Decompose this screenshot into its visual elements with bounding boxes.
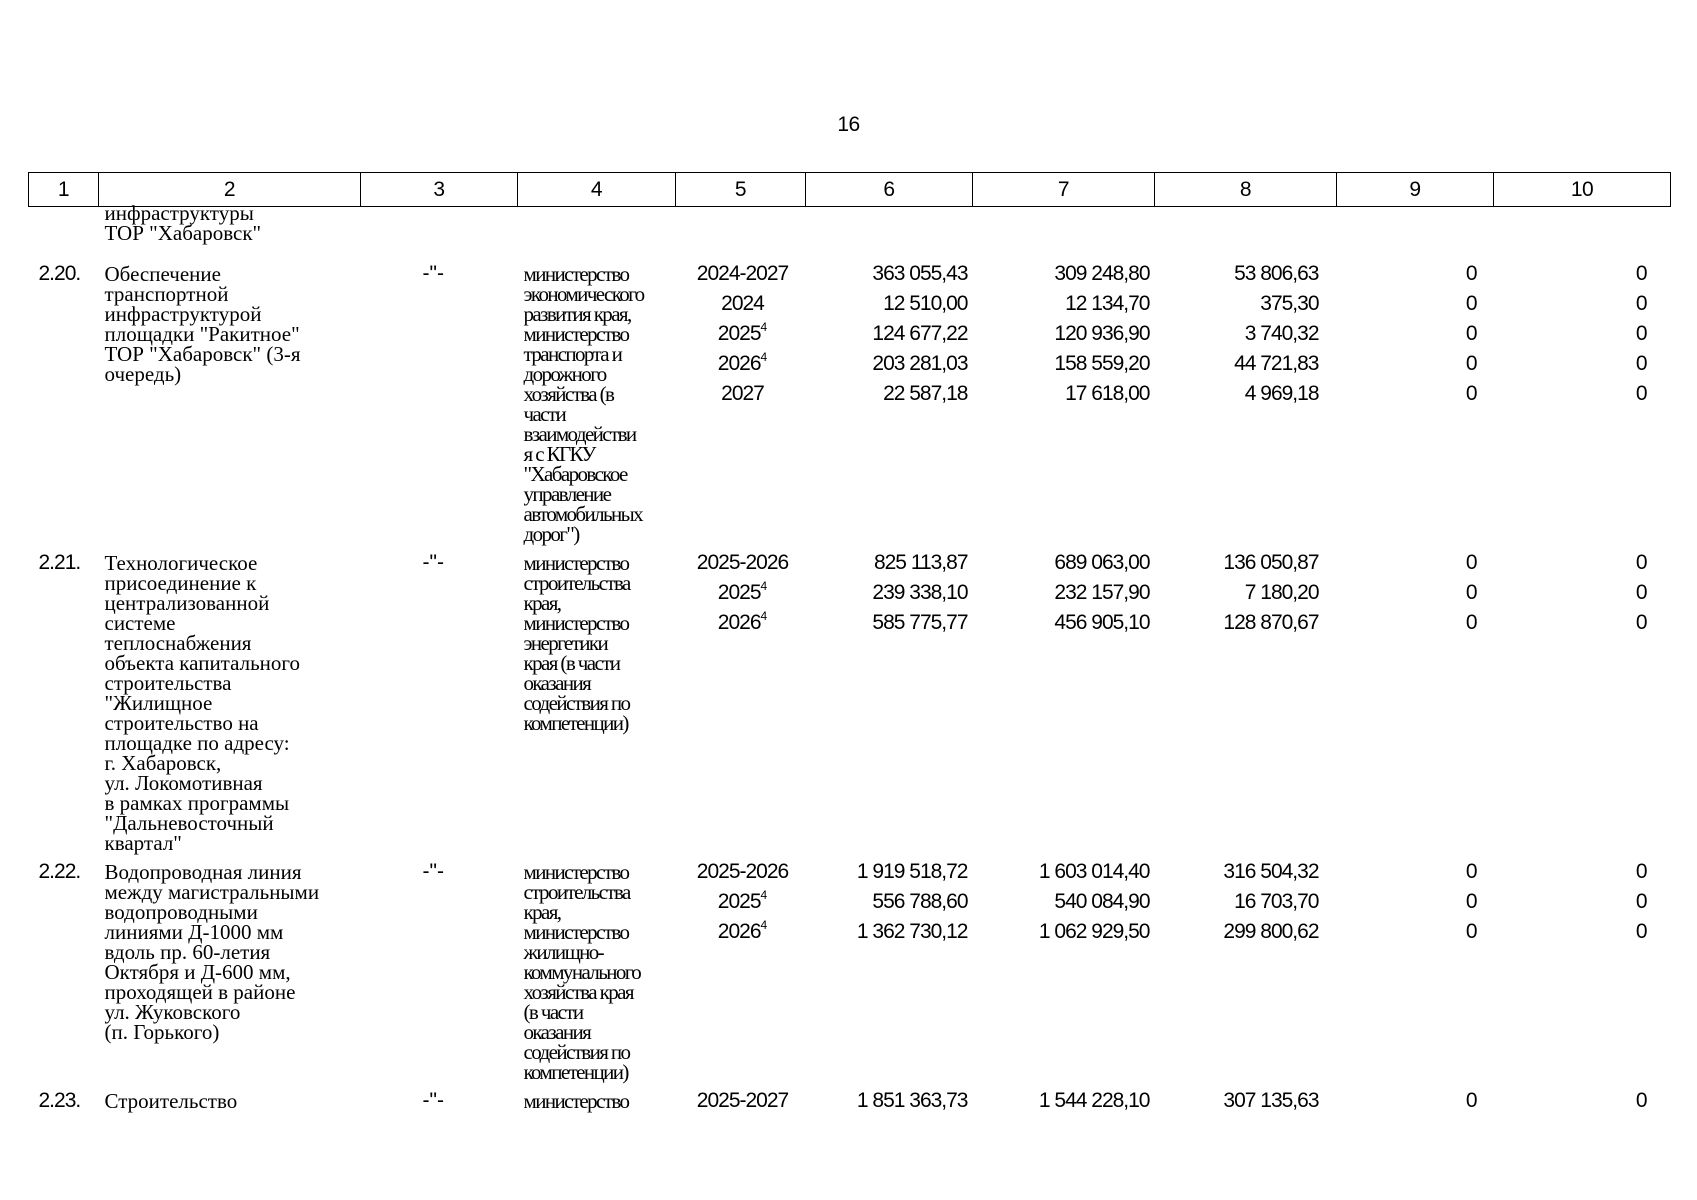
name-line: г. Хабаровск, bbox=[104, 751, 222, 775]
executor-line: коммунального bbox=[523, 960, 641, 984]
regional-amount: 4 969,18 bbox=[1244, 382, 1319, 405]
cell-col-5 bbox=[676, 207, 806, 260]
name-line: ТОР "Хабаровск" (3-я bbox=[104, 342, 301, 366]
municipal-amount-list bbox=[1337, 259, 1494, 409]
page-number: 16 bbox=[837, 113, 860, 136]
name-line: Октября и Д-600 мм, bbox=[104, 960, 291, 984]
other-amount: 0 bbox=[1635, 581, 1647, 604]
other-amount: 0 bbox=[1635, 262, 1647, 285]
cell-col-7 bbox=[973, 207, 1155, 260]
regional-amount-list bbox=[1155, 1086, 1337, 1116]
period-year: 2025-2026 bbox=[696, 551, 789, 574]
executor-line: управление bbox=[523, 482, 611, 506]
municipal-amount-list bbox=[1337, 1086, 1494, 1116]
other-amount: 0 bbox=[1635, 890, 1647, 913]
executor-line: транспорта и bbox=[523, 342, 622, 366]
executor-line: хозяйства (в bbox=[523, 382, 614, 406]
municipal-amount: 0 bbox=[1465, 262, 1477, 285]
same-as-above-mark bbox=[361, 1086, 518, 1116]
other-amount: 0 bbox=[1635, 860, 1647, 883]
name-line: линиями Д-1000 мм bbox=[104, 920, 284, 944]
total-amount: 363 055,43 bbox=[872, 262, 968, 285]
period-line bbox=[676, 887, 806, 917]
name-line: Технологическое bbox=[104, 551, 258, 575]
municipal-amount-list bbox=[1337, 548, 1494, 638]
executor-line: дорожного bbox=[523, 362, 606, 386]
footnote-mark: 4 bbox=[760, 609, 768, 623]
other-amount: 0 bbox=[1635, 1089, 1647, 1112]
executor-line: "Хабаровское bbox=[523, 462, 627, 486]
federal-amount: 456 905,10 bbox=[1054, 611, 1150, 634]
total-amount: 203 281,03 bbox=[872, 352, 968, 375]
period-list bbox=[676, 548, 806, 638]
other-amount: 0 bbox=[1635, 920, 1647, 943]
federal-amount: 1 544 228,10 bbox=[1038, 1089, 1150, 1112]
total-amount: 1 919 518,72 bbox=[856, 860, 968, 883]
executor bbox=[518, 1086, 676, 1111]
total-amount-list bbox=[806, 548, 973, 638]
column-header-5: 5 bbox=[676, 173, 806, 207]
period-line bbox=[676, 548, 806, 578]
cell-federal-amount bbox=[973, 1086, 1155, 1120]
period-year: 2025-2027 bbox=[696, 1089, 789, 1112]
regional-amount: 375,30 bbox=[1260, 292, 1319, 315]
cell-executor bbox=[518, 548, 676, 857]
regional-amount: 316 504,32 bbox=[1223, 860, 1319, 883]
total-amount: 585 775,77 bbox=[872, 611, 968, 634]
name-line: между магистральными bbox=[104, 880, 320, 904]
period-year: 2025 bbox=[717, 581, 761, 604]
executor-line: энергетики bbox=[523, 631, 608, 655]
cell-col-9 bbox=[1337, 207, 1494, 260]
cell-other-amount bbox=[1494, 548, 1671, 857]
cell-municipal-amount bbox=[1337, 1086, 1494, 1120]
name-line: площадки "Ракитное" bbox=[104, 322, 300, 346]
name-line: очередь) bbox=[104, 362, 182, 386]
item-number-text: 2.23. bbox=[38, 1089, 81, 1112]
column-header-1: 1 bbox=[29, 173, 99, 207]
other-amount-list bbox=[1494, 857, 1671, 947]
executor-line: строительства bbox=[523, 880, 630, 904]
federal-amount: 689 063,00 bbox=[1054, 551, 1150, 574]
executor-line: края (в части bbox=[523, 651, 620, 675]
same-as-above-mark bbox=[361, 548, 518, 578]
cell-regional-amount bbox=[1155, 1086, 1337, 1120]
cell-col-3 bbox=[361, 207, 518, 260]
period-year: 2025-2026 bbox=[696, 860, 789, 883]
executor-line: содействия по bbox=[523, 691, 630, 715]
name-line: ул. Жуковского bbox=[104, 1000, 241, 1024]
federal-amount: 232 157,90 bbox=[1054, 581, 1150, 604]
executor-line: развития края, bbox=[523, 302, 631, 326]
regional-amount: 44 721,83 bbox=[1234, 352, 1319, 375]
federal-amount: 158 559,20 bbox=[1054, 352, 1150, 375]
executor-line: министерство bbox=[523, 262, 629, 286]
municipal-amount: 0 bbox=[1465, 292, 1477, 315]
municipal-amount: 0 bbox=[1465, 382, 1477, 405]
period-line bbox=[676, 289, 806, 319]
table-body bbox=[29, 201, 1671, 1121]
cell-other-amount bbox=[1494, 857, 1671, 1086]
name-line: централизованной bbox=[104, 591, 270, 615]
total-amount: 1 362 730,12 bbox=[856, 920, 968, 943]
item-number-text: 2.22. bbox=[38, 860, 81, 883]
column-header-10: 10 bbox=[1494, 173, 1671, 207]
municipal-amount: 0 bbox=[1465, 890, 1477, 913]
cell-executor bbox=[518, 1086, 676, 1120]
period-line bbox=[676, 349, 806, 379]
executor-line: экономического bbox=[523, 282, 644, 306]
item-name bbox=[99, 548, 361, 853]
other-amount-list bbox=[1494, 1086, 1671, 1116]
name-line: Строительство bbox=[104, 1089, 238, 1113]
executor-line: хозяйства края bbox=[523, 980, 633, 1004]
period-year: 2026 bbox=[717, 920, 761, 943]
name-line: квартал" bbox=[104, 831, 182, 855]
name-line: объекта капитального bbox=[104, 651, 301, 675]
cell-period bbox=[676, 857, 806, 1086]
cell-regional-amount bbox=[1155, 548, 1337, 857]
name-line: строительство на bbox=[104, 711, 259, 735]
regional-amount: 307 135,63 bbox=[1223, 1089, 1319, 1112]
other-amount-list bbox=[1494, 259, 1671, 409]
executor-line: компетенции) bbox=[523, 711, 628, 735]
total-amount: 22 587,18 bbox=[883, 382, 968, 405]
other-amount-list bbox=[1494, 548, 1671, 638]
footnote-mark: 4 bbox=[760, 888, 768, 902]
other-amount: 0 bbox=[1635, 551, 1647, 574]
name-line: "Жилищное bbox=[104, 691, 213, 715]
other-amount: 0 bbox=[1635, 611, 1647, 634]
table-row bbox=[29, 548, 1671, 857]
executor-line: края, bbox=[523, 591, 561, 615]
cell-other-amount bbox=[1494, 1086, 1671, 1120]
executor-line: жилищно- bbox=[523, 940, 604, 964]
executor-line: министерство bbox=[523, 860, 629, 884]
name-line: строительства bbox=[104, 671, 232, 695]
regional-amount: 136 050,87 bbox=[1223, 551, 1319, 574]
continuation-row bbox=[29, 207, 1671, 260]
regional-amount-list bbox=[1155, 259, 1337, 409]
regional-amount: 3 740,32 bbox=[1244, 322, 1319, 345]
total-amount: 556 788,60 bbox=[872, 890, 968, 913]
item-name bbox=[99, 203, 361, 243]
federal-amount-list bbox=[973, 857, 1155, 947]
footnote-mark: 4 bbox=[760, 579, 768, 593]
period-line bbox=[676, 379, 806, 409]
cell-name bbox=[99, 259, 361, 548]
item-name bbox=[99, 1086, 361, 1111]
executor-line: министерство bbox=[523, 611, 629, 635]
other-amount: 0 bbox=[1635, 382, 1647, 405]
same-as-above-text: -"- bbox=[422, 262, 444, 285]
name-line: водопроводными bbox=[104, 900, 258, 924]
name-line: в рамках программы bbox=[104, 791, 290, 815]
cell-total-amount bbox=[806, 1086, 973, 1120]
cell-total-amount bbox=[806, 259, 973, 548]
column-header-2: 2 bbox=[99, 173, 361, 207]
column-header-8: 8 bbox=[1155, 173, 1337, 207]
cell-other-amount bbox=[1494, 259, 1671, 548]
executor-line: (в части bbox=[523, 1000, 583, 1024]
cell-same-as-above bbox=[361, 1086, 518, 1120]
total-amount: 239 338,10 bbox=[872, 581, 968, 604]
total-amount-list bbox=[806, 1086, 973, 1116]
total-amount: 825 113,87 bbox=[873, 551, 968, 574]
name-line: "Дальневосточный bbox=[104, 811, 274, 835]
federal-amount: 1 603 014,40 bbox=[1038, 860, 1150, 883]
period-line bbox=[676, 259, 806, 289]
period-year: 2025 bbox=[717, 322, 761, 345]
cell-municipal-amount bbox=[1337, 857, 1494, 1086]
federal-amount: 309 248,80 bbox=[1054, 262, 1150, 285]
cell-same-as-above bbox=[361, 259, 518, 548]
footnote-mark: 4 bbox=[760, 320, 768, 334]
municipal-amount: 0 bbox=[1465, 920, 1477, 943]
executor-line: строительства bbox=[523, 571, 630, 595]
column-header-4: 4 bbox=[518, 173, 676, 207]
name-line: площадке по адресу: bbox=[104, 731, 290, 755]
budget-table bbox=[28, 172, 1671, 1120]
name-line: ул. Локомотивная bbox=[104, 771, 263, 795]
cell-name bbox=[99, 857, 361, 1086]
cell-same-as-above bbox=[361, 548, 518, 857]
cell-municipal-amount bbox=[1337, 548, 1494, 857]
cell-same-as-above bbox=[361, 857, 518, 1086]
column-header-7: 7 bbox=[973, 173, 1155, 207]
executor bbox=[518, 857, 676, 1082]
item-number bbox=[29, 548, 99, 578]
regional-amount: 128 870,67 bbox=[1223, 611, 1319, 634]
cell-federal-amount bbox=[973, 259, 1155, 548]
municipal-amount: 0 bbox=[1465, 352, 1477, 375]
total-amount-list bbox=[806, 259, 973, 409]
cell-executor bbox=[518, 857, 676, 1086]
period-list bbox=[676, 1086, 806, 1116]
period-year: 2026 bbox=[717, 352, 761, 375]
executor-line: министерство bbox=[523, 551, 629, 575]
executor-line: части bbox=[523, 402, 566, 426]
cell-period bbox=[676, 548, 806, 857]
federal-amount: 120 936,90 bbox=[1054, 322, 1150, 345]
executor-line: министерство bbox=[523, 1089, 629, 1113]
same-as-above-text: -"- bbox=[422, 1089, 444, 1112]
executor-line: оказания bbox=[523, 1020, 591, 1044]
footnote-mark: 4 bbox=[760, 918, 768, 932]
item-name bbox=[99, 857, 361, 1042]
total-amount-list bbox=[806, 857, 973, 947]
cell-federal-amount bbox=[973, 857, 1155, 1086]
period-list bbox=[676, 857, 806, 947]
item-name bbox=[99, 259, 361, 384]
item-number bbox=[29, 857, 99, 887]
period-line bbox=[676, 917, 806, 947]
executor-line: содействия по bbox=[523, 1040, 630, 1064]
cell-no bbox=[29, 259, 99, 548]
federal-amount-list bbox=[973, 259, 1155, 409]
same-as-above-mark bbox=[361, 259, 518, 289]
column-header-9: 9 bbox=[1337, 173, 1494, 207]
other-amount: 0 bbox=[1635, 352, 1647, 375]
municipal-amount: 0 bbox=[1465, 860, 1477, 883]
period-year: 2027 bbox=[721, 382, 764, 405]
period-list bbox=[676, 259, 806, 409]
municipal-amount: 0 bbox=[1465, 611, 1477, 634]
name-line: транспортной bbox=[104, 282, 229, 306]
name-line: системе bbox=[104, 611, 176, 635]
cell-municipal-amount bbox=[1337, 259, 1494, 548]
cell-period bbox=[676, 259, 806, 548]
executor-line: края, bbox=[523, 900, 561, 924]
period-line bbox=[676, 1086, 806, 1116]
executor-line: взаимодействи bbox=[523, 422, 636, 446]
period-line bbox=[676, 319, 806, 349]
other-amount: 0 bbox=[1635, 322, 1647, 345]
federal-amount: 17 618,00 bbox=[1065, 382, 1150, 405]
regional-amount: 7 180,20 bbox=[1244, 581, 1319, 604]
name-line: Обеспечение bbox=[104, 262, 221, 286]
period-line bbox=[676, 857, 806, 887]
name-line: инфраструктуры bbox=[104, 201, 254, 225]
cell-name bbox=[99, 1086, 361, 1120]
cell-no bbox=[29, 857, 99, 1086]
name-line: присоединение к bbox=[104, 571, 257, 595]
federal-amount: 1 062 929,50 bbox=[1038, 920, 1150, 943]
federal-amount: 540 084,90 bbox=[1054, 890, 1150, 913]
municipal-amount: 0 bbox=[1465, 1089, 1477, 1112]
cell-no bbox=[29, 548, 99, 857]
name-line: инфраструктурой bbox=[104, 302, 262, 326]
cell-no bbox=[29, 1086, 99, 1120]
total-amount: 1 851 363,73 bbox=[856, 1089, 968, 1112]
municipal-amount: 0 bbox=[1465, 322, 1477, 345]
cell-col-4 bbox=[518, 207, 676, 260]
regional-amount: 53 806,63 bbox=[1234, 262, 1319, 285]
table-row bbox=[29, 1086, 1671, 1120]
federal-amount-list bbox=[973, 548, 1155, 638]
name-line: Водопроводная линия bbox=[104, 860, 302, 884]
name-line: (п. Горького) bbox=[104, 1020, 220, 1044]
executor-line: министерство bbox=[523, 322, 629, 346]
executor-line: министерство bbox=[523, 920, 629, 944]
table-row bbox=[29, 259, 1671, 548]
executor-line: оказания bbox=[523, 671, 591, 695]
item-number bbox=[29, 259, 99, 289]
executor-line: я с КГКУ bbox=[523, 442, 595, 466]
regional-amount: 299 800,62 bbox=[1223, 920, 1319, 943]
footnote-mark: 4 bbox=[760, 350, 768, 364]
municipal-amount: 0 bbox=[1465, 581, 1477, 604]
item-number-text: 2.20. bbox=[38, 262, 81, 285]
same-as-above-text: -"- bbox=[422, 551, 444, 574]
period-year: 2024-2027 bbox=[696, 262, 789, 285]
total-amount: 124 677,22 bbox=[872, 322, 968, 345]
cell-total-amount bbox=[806, 857, 973, 1086]
cell-federal-amount bbox=[973, 548, 1155, 857]
cell-col-10 bbox=[1494, 207, 1671, 260]
same-as-above-text: -"- bbox=[422, 860, 444, 883]
name-line: проходящей в районе bbox=[104, 980, 296, 1004]
cell-regional-amount bbox=[1155, 259, 1337, 548]
executor bbox=[518, 259, 676, 544]
cell-executor bbox=[518, 259, 676, 548]
federal-amount: 12 134,70 bbox=[1065, 292, 1150, 315]
total-amount: 12 510,00 bbox=[883, 292, 968, 315]
name-line: ТОР "Хабаровск" bbox=[104, 221, 262, 245]
executor-line: компетенции) bbox=[523, 1060, 628, 1084]
cell-col-6 bbox=[806, 207, 973, 260]
regional-amount: 16 703,70 bbox=[1234, 890, 1319, 913]
item-number-text: 2.21. bbox=[38, 551, 81, 574]
executor-line: дорог") bbox=[523, 522, 579, 546]
item-number bbox=[29, 1086, 99, 1116]
period-year: 2026 bbox=[717, 611, 761, 634]
executor-line: автомобильных bbox=[523, 502, 643, 526]
regional-amount-list bbox=[1155, 857, 1337, 947]
column-header-3: 3 bbox=[361, 173, 518, 207]
executor bbox=[518, 548, 676, 733]
cell-col-8 bbox=[1155, 207, 1337, 260]
municipal-amount: 0 bbox=[1465, 551, 1477, 574]
regional-amount-list bbox=[1155, 548, 1337, 638]
period-year: 2024 bbox=[721, 292, 764, 315]
cell-period bbox=[676, 1086, 806, 1120]
name-line: вдоль пр. 60-летия bbox=[104, 940, 271, 964]
period-line bbox=[676, 608, 806, 638]
same-as-above-mark bbox=[361, 857, 518, 887]
cell-name bbox=[99, 201, 361, 260]
cell-total-amount bbox=[806, 548, 973, 857]
cell-no bbox=[29, 207, 99, 260]
header-row bbox=[29, 173, 1671, 207]
period-year: 2025 bbox=[717, 890, 761, 913]
cell-name bbox=[99, 548, 361, 857]
federal-amount-list bbox=[973, 1086, 1155, 1116]
table-row bbox=[29, 857, 1671, 1086]
municipal-amount-list bbox=[1337, 857, 1494, 947]
other-amount: 0 bbox=[1635, 292, 1647, 315]
period-line bbox=[676, 578, 806, 608]
cell-regional-amount bbox=[1155, 857, 1337, 1086]
name-line: теплоснабжения bbox=[104, 631, 252, 655]
column-header-6: 6 bbox=[806, 173, 973, 207]
